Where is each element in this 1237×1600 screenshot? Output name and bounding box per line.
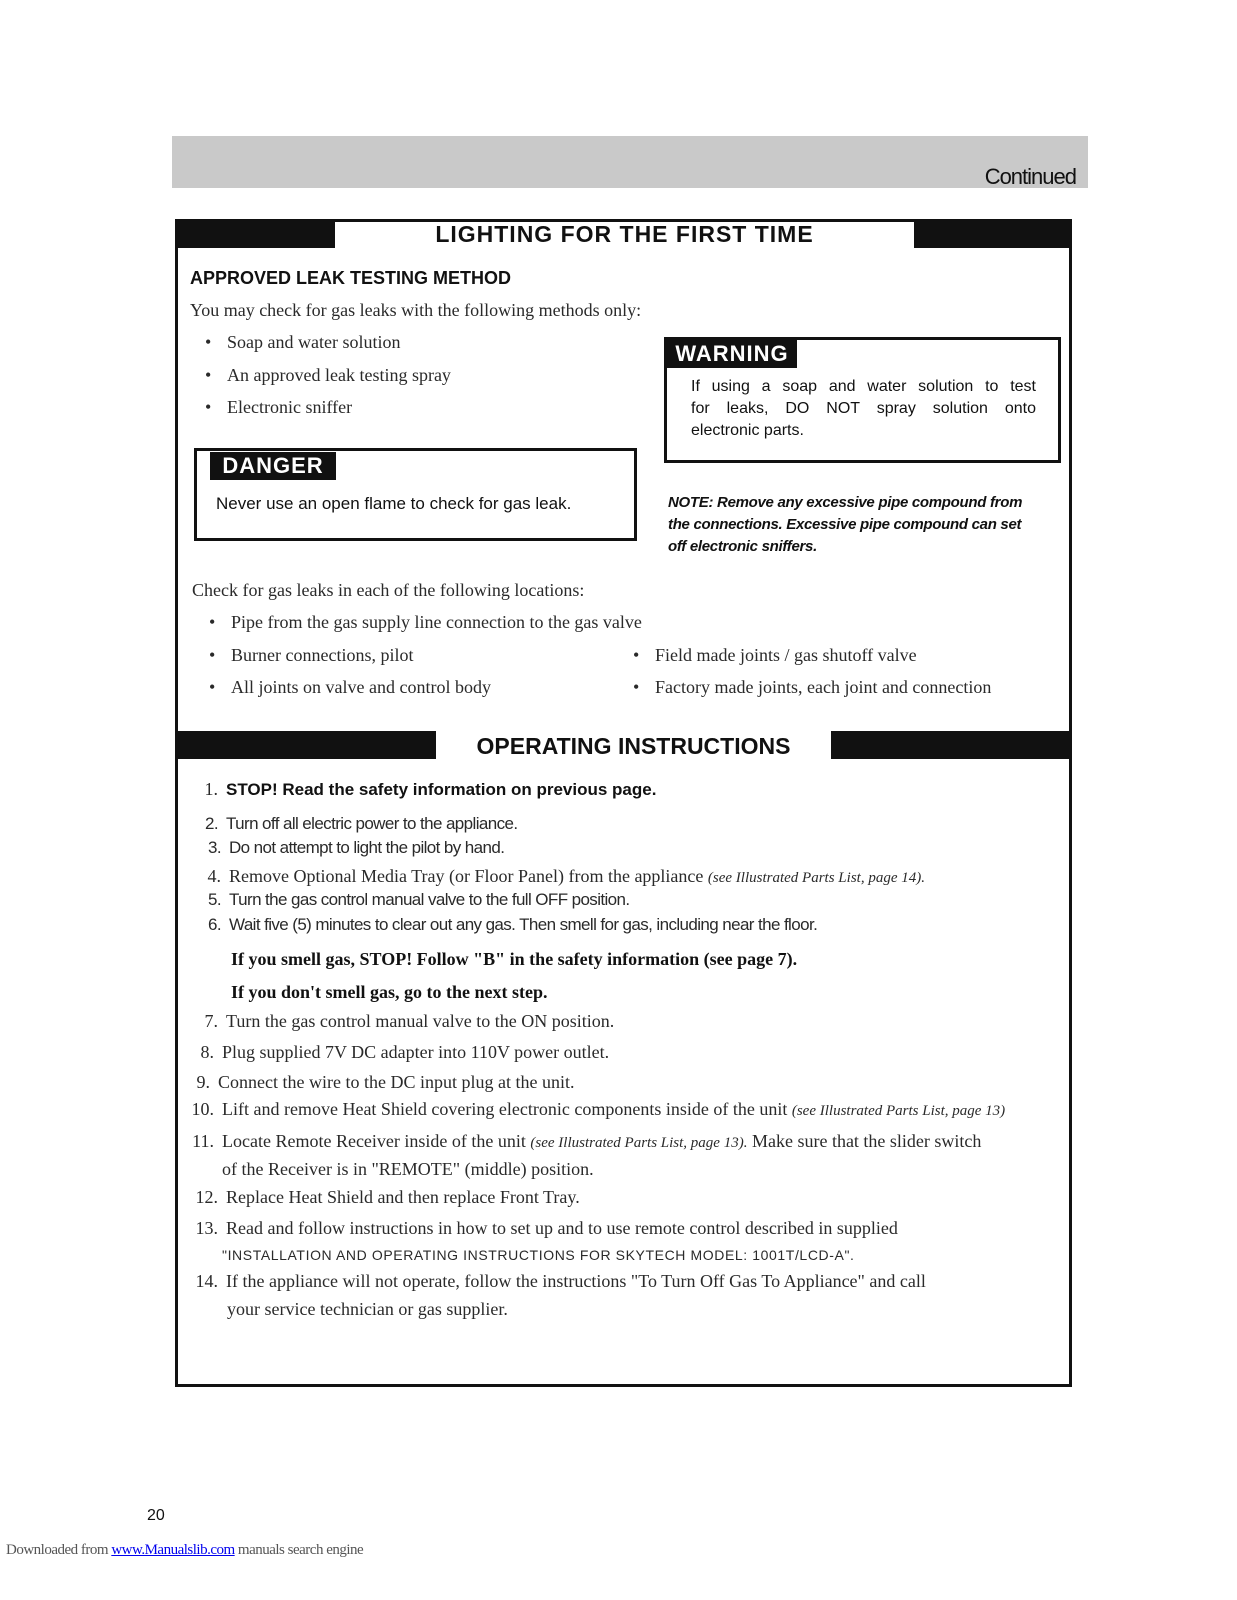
step-10: 10. Lift and remove Heat Shield covering electronic components inside of the unit (see Illustrated Parts List, page 13) <box>191 1099 1006 1119</box>
step-7: 7. Turn the gas control manual valve to the ON position. <box>204 1011 615 1031</box>
location-item: • Pipe from the gas supply line connection to the gas valve <box>209 612 642 633</box>
warning-text <box>691 376 1036 442</box>
download-footer <box>6 1542 363 1559</box>
subtitle-leak-testing: APPROVED LEAK TESTING METHOD <box>190 268 512 288</box>
footer-suffix: manuals search engine <box>234 1542 364 1558</box>
note-line: NOTE: Remove any excessive pipe compound from <box>668 494 1023 511</box>
title-bar-right <box>914 220 1071 248</box>
warning-box <box>664 337 1061 463</box>
step-1: 1. STOP! Read the safety information on previous page. <box>204 779 657 799</box>
method-item: • Electronic sniffer <box>205 397 352 418</box>
step-14: 14. If the appliance will not operate, follow the instructions "To Turn Off Gas To Appliance" and call <box>195 1271 926 1291</box>
location-item: • Field made joints / gas shutoff valve <box>633 645 917 666</box>
step-13-line-2: "INSTALLATION AND OPERATING INSTRUCTIONS FOR SKYTECH MODEL: 1001T/LCD-A". <box>222 1247 855 1263</box>
section-title-lighting: LIGHTING FOR THE FIRST TIME <box>435 221 814 247</box>
danger-text: Never use an open flame to check for gas leak. <box>216 494 572 513</box>
step-9: 9. Connect the wire to the DC input plug at the unit. <box>196 1072 575 1092</box>
warning-line: for leaks, DO NOT spray solution onto <box>691 400 1036 417</box>
step-6-if-not-smell: If you don't smell gas, go to the next step. <box>231 982 548 1002</box>
location-item: • Burner connections, pilot <box>209 645 413 666</box>
title-bar-left <box>178 731 436 759</box>
step-12: 12. Replace Heat Shield and then replace Front Tray. <box>195 1187 580 1207</box>
warning-label: WARNING <box>667 340 797 368</box>
location-item: • All joints on valve and control body <box>209 677 491 698</box>
manualslib-link[interactable]: www.Manualslib.com <box>111 1542 235 1558</box>
step-11-line-2: of the Receiver is in "REMOTE" (middle) position. <box>222 1159 594 1179</box>
step-5: 5. Turn the gas control manual valve to the full OFF position. <box>208 890 630 909</box>
step-14-line-2: your service technician or gas supplier. <box>227 1299 508 1319</box>
step-8: 8. Plug supplied 7V DC adapter into 110V power outlet. <box>200 1042 610 1062</box>
step-6: 6. Wait five (5) minutes to clear out any gas. Then smell for gas, including near the floor. <box>208 915 818 934</box>
danger-label: DANGER <box>210 452 336 480</box>
method-item: • An approved leak testing spray <box>205 365 451 386</box>
method-item: • Soap and water solution <box>205 332 400 353</box>
step-11: 11. Locate Remote Receiver inside of the unit (see Illustrated Parts List, page 13). Make sure that the slider switch <box>192 1131 982 1151</box>
leak-intro: You may check for gas leaks with the following methods only: <box>190 300 642 320</box>
step-6-if-smell: If you smell gas, STOP! Follow "B" in the safety information (see page 7). <box>231 949 798 969</box>
header-band <box>172 136 1088 188</box>
step-4: 4. Remove Optional Media Tray (or Floor Panel) from the appliance (see Illustrated Parts List, page 14). <box>207 866 925 886</box>
page-number: 20 <box>147 1507 165 1524</box>
note-line: off electronic sniffers. <box>668 538 817 555</box>
section-title-operating: OPERATING INSTRUCTIONS <box>476 733 791 759</box>
step-2: 2. Turn off all electric power to the appliance. <box>205 814 518 833</box>
note-line: the connections. Excessive pipe compound can set <box>668 516 1022 533</box>
warning-line: electronic parts. <box>691 422 804 439</box>
location-item: • Factory made joints, each joint and connection <box>633 677 991 698</box>
step-3: 3. Do not attempt to light the pilot by hand. <box>208 838 505 857</box>
footer-prefix: Downloaded from <box>6 1542 112 1558</box>
note-text <box>668 492 1060 558</box>
title-bar-left <box>178 220 335 248</box>
locations-intro: Check for gas leaks in each of the following locations: <box>192 580 585 600</box>
danger-box <box>194 448 637 541</box>
continued-label: Continued <box>984 164 1076 189</box>
step-13: 13. Read and follow instructions in how to set up and to use remote control described in supplied <box>195 1218 898 1238</box>
title-bar-right <box>831 731 1072 759</box>
warning-line: If using a soap and water solution to test <box>691 378 1036 395</box>
